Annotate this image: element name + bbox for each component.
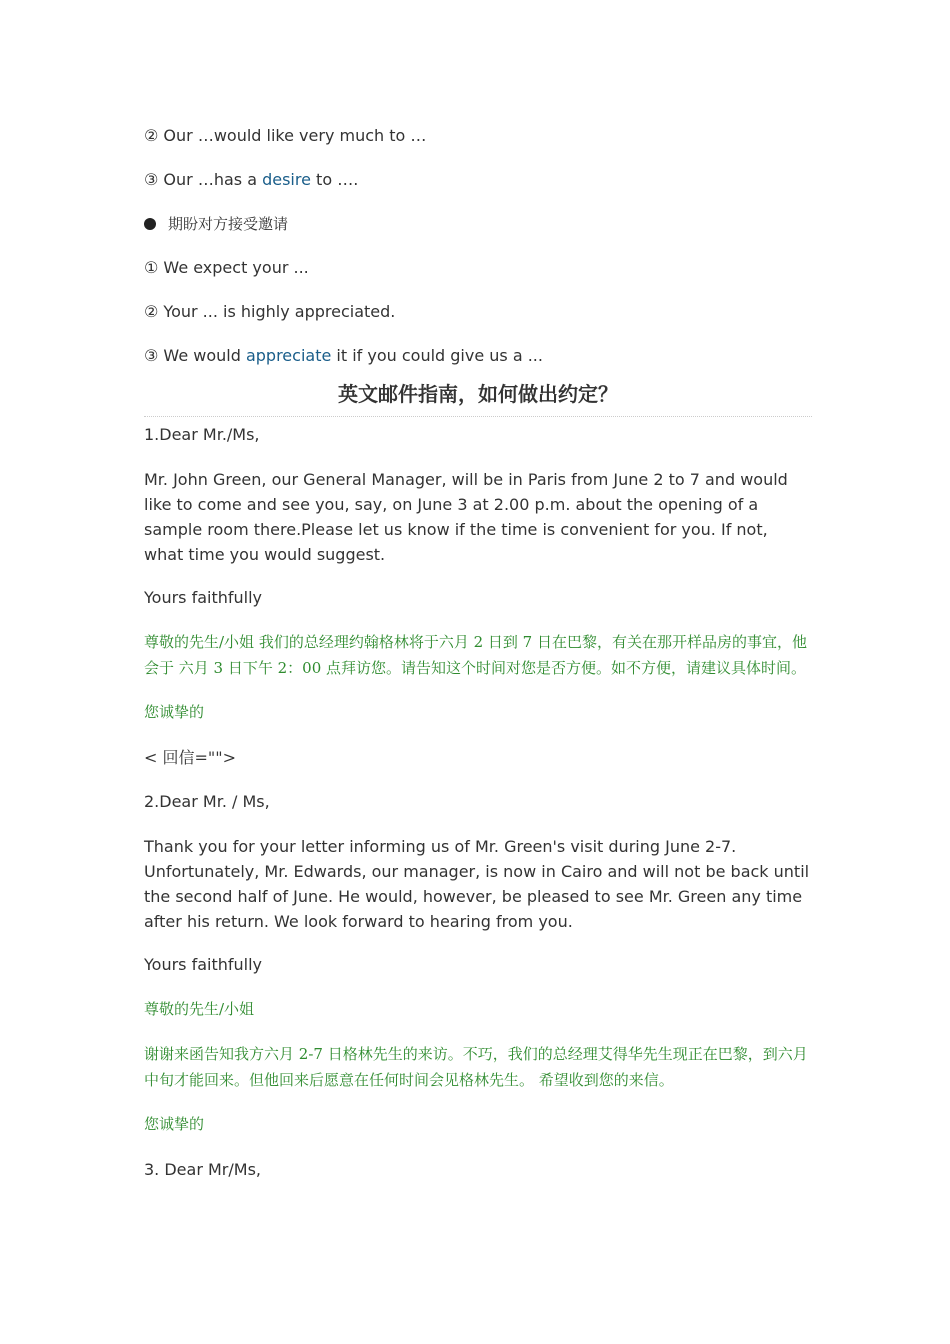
letter1-closing: Yours faithfully <box>144 588 263 607</box>
letter2-cn-closing: 您诚挚的 <box>144 1115 205 1133</box>
letter2-cn-salutation: 尊敬的先生/小姐 <box>144 999 255 1018</box>
letter1-cn-body: 尊敬的先生/小姐 我们的总经理约翰格林将于六月 2 日到 7 日在巴黎，有关在那开样品房的事宜，他会于 六月 3 日下午 2：00 点拜访您。请告知这个时间对您是否方便。如不方便，请建议具体时间。 <box>144 633 807 677</box>
letter2-closing: Yours faithfully <box>144 954 263 974</box>
title-divider <box>144 416 812 417</box>
letter1-body: Mr. John Green, our General Manager, will be in Paris from June 2 to 7 and would like to come and see you, say, on June 3 at 2.00 p.m. about the opening of a sample room there.Please let us know if the time is convenient for you. If not, what time you would suggest. <box>144 470 788 564</box>
letter2-salutation: 2.Dear Mr. / Ms, <box>144 791 270 811</box>
letter1-cn-closing: 您诚挚的 <box>144 703 205 721</box>
document-page <box>144 124 812 1202</box>
section-bullet <box>144 212 812 236</box>
phrase-item: ② Our …would like very much to … <box>144 126 427 145</box>
reply-label: < 回信=""> <box>144 747 237 767</box>
phrase-item: ① We expect your ... <box>144 258 309 277</box>
article-title: 英文邮件指南，如何做出约定？ <box>338 382 618 406</box>
letter2-body: Thank you for your letter informing us of Mr. Green's visit during June 2-7. Unfortunately, Mr. Edwards, our manager, is now in Cairo and will not be back until the second half of June. He would, however, be pleased to see Mr. Green any time after his return. We look forward to hearing from you. <box>144 836 810 931</box>
bullet-heading: 期盼对方接受邀请 <box>168 215 289 233</box>
desire-link[interactable]: desire <box>262 170 311 189</box>
letter1-salutation: 1.Dear Mr./Ms, <box>144 425 260 444</box>
phrase-item: ③ Our …has a desire to …. <box>144 170 359 189</box>
phrase-item: ③ We would appreciate it if you could give us a ... <box>144 346 543 365</box>
phrase-item: ② Your ... is highly appreciated. <box>144 302 396 321</box>
appreciate-link[interactable]: appreciate <box>245 346 332 365</box>
letter2-cn-body: 谢谢来函告知我方六月 2-7 日格林先生的来访。不巧，我们的总经理艾得华先生现正在巴黎，到六月中旬才能回来。但他回来后愿意在任何时间会见格林先生。 希望收到您的来信。 <box>144 1045 808 1089</box>
letter3-salutation: 3. Dear Mr/Ms, <box>144 1159 261 1179</box>
bullet-dot-icon <box>144 218 156 230</box>
